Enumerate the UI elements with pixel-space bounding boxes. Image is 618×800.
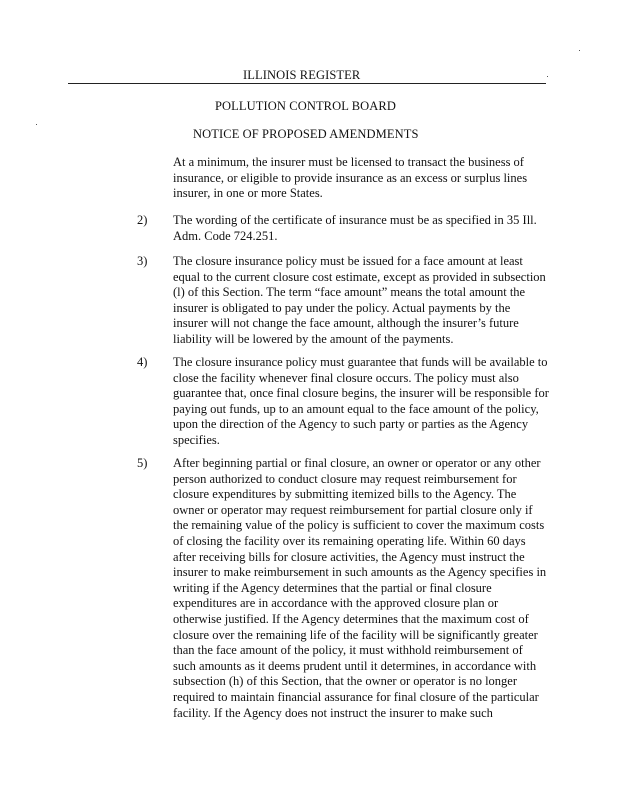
paragraph-text [173, 155, 527, 202]
text-line: The closure insurance policy must be issued for a face amount at least [173, 254, 523, 268]
scan-speck [547, 76, 548, 77]
scan-speck [36, 124, 37, 125]
paragraph-text [173, 456, 546, 721]
text-line: than the face amount of the policy, it must withhold reimbursement of [173, 643, 523, 658]
paragraph-text [173, 355, 549, 449]
text-line: (l) of this Section. The term “face amount” means the total amount the [173, 285, 526, 300]
text-line: of closing the facility over its remaining operating life. Within 60 days [173, 533, 526, 548]
text-line: person authorized to conduct closure may request reimbursement for [173, 471, 517, 486]
board-title: POLLUTION CONTROL BOARD [215, 99, 396, 113]
text-line: subsection (h) of this Section, that the owner or operator is no longer [173, 674, 518, 689]
register-title: ILLINOIS REGISTER [243, 68, 361, 82]
header-rule [68, 83, 546, 84]
text-line: The closure insurance policy must guarantee that funds will be available to [173, 355, 548, 369]
text-line: Adm. Code 724.251. [173, 228, 278, 243]
text-line: owner or operator may request reimbursement for partial closure only if [173, 502, 533, 517]
text-line: after receiving bills for closure activities, the Agency must instruct the [173, 549, 525, 564]
paragraph-number: 4) [137, 355, 148, 369]
text-line: the remaining value of the policy is sufficient to cover the maximum costs [173, 518, 545, 533]
text-line: guarantee that, once final closure begins, the insurer will be responsible for [173, 386, 549, 401]
text-line: insurer will not change the face amount, although the insurer’s future [173, 316, 519, 331]
paragraph-text [173, 213, 537, 244]
scan-speck [579, 50, 580, 51]
text-line: The wording of the certificate of insurance must be as specified in 35 Ill. [173, 213, 537, 227]
text-line: At a minimum, the insurer must be licensed to transact the business of [173, 155, 524, 169]
paragraph-number: 5) [137, 456, 148, 470]
text-line: upon the direction of the Agency to such party or parties as the Agency [173, 417, 529, 432]
text-line: specifies. [173, 432, 220, 447]
text-line: facility. If the Agency does not instruct the insurer to make such [173, 705, 493, 720]
paragraph-number: 2) [137, 213, 148, 227]
text-line: closure over the remaining life of the facility will be significantly greater [173, 627, 538, 642]
text-line: writing if the Agency determines that the partial or final closure [173, 580, 492, 595]
text-line: closure expenditures by submitting itemized bills to the Agency. The [173, 487, 517, 502]
notice-title: NOTICE OF PROPOSED AMENDMENTS [193, 127, 419, 141]
text-line: expenditures are in accordance with the approved closure plan or [173, 596, 499, 611]
text-line: insurer is obligated to pay under the policy. Actual payments by the [173, 300, 511, 315]
text-line: paying out funds, up to an amount equal to the face amount of the policy, [173, 401, 539, 416]
text-line: insurer to make reimbursement in such amounts as the Agency specifies in [173, 565, 547, 580]
text-line: such amounts as it deems prudent until it determines, in accordance with [173, 658, 537, 673]
text-line: equal to the current closure cost estimate, except as provided in subsection [173, 269, 546, 284]
text-line: close the facility whenever final closure occurs. The policy must also [173, 370, 519, 385]
paragraph-text [173, 254, 546, 348]
text-line: After beginning partial or final closure, an owner or operator or any other [173, 456, 541, 470]
text-line: liability will be lowered by the amount of the payments. [173, 331, 454, 346]
paragraph-number: 3) [137, 254, 148, 268]
text-line: required to maintain financial assurance for final closure of the particular [173, 689, 539, 704]
text-line: otherwise justified. If the Agency determines that the maximum cost of [173, 611, 529, 626]
text-line: insurer, in one or more States. [173, 186, 323, 201]
text-line: insurance, or eligible to provide insurance as an excess or surplus lines [173, 170, 528, 185]
